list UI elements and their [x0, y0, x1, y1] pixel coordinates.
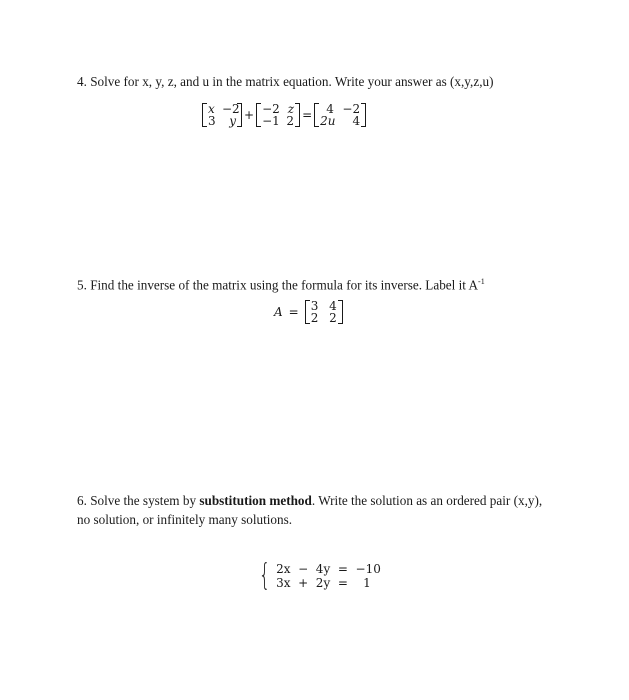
matrix-a5-cell: 2 [310, 311, 319, 325]
matrix-b-cell: z [287, 102, 295, 116]
problem-5-equation [274, 300, 343, 324]
problem-4-equation [202, 103, 366, 127]
equals-sign: = [302, 108, 313, 122]
matrix-a-cell: y [229, 114, 236, 128]
matrix-b-cell: −2 [262, 102, 280, 116]
matrix-c-cell: 2u [320, 114, 336, 128]
problem-5-text [77, 272, 597, 294]
problem-5-main: 5. Find the inverse of the matrix using the formula for its inverse. Label it A [77, 277, 479, 293]
problem-4-text: 4. Solve for x, y, z, and u in the matrix equation. Write your answer as (x,y,z,u) [77, 74, 494, 89]
matrix-a5-cell: 4 [329, 299, 337, 313]
matrix-c-cell: 4 [352, 114, 361, 128]
matrix-a [202, 103, 242, 127]
problem-6-before: 6. Solve the system by [77, 493, 200, 508]
matrix-label: A [274, 305, 283, 319]
problem-6-after: . Write the solution as an ordered pair (x,y), no solution, or infinitely many solutions. [77, 493, 543, 527]
matrix-a5-cell: 2 [329, 311, 337, 325]
matrix-a-cell: x [208, 102, 215, 116]
problem-6-text [77, 491, 547, 529]
left-brace: { [258, 558, 271, 593]
matrix-a5 [305, 300, 343, 324]
problem-6-system [255, 558, 381, 593]
plus-sign: + [244, 108, 255, 122]
equals-sign: = [288, 305, 299, 319]
inverse-superscript: -1 [478, 277, 485, 286]
equation-1: 2x − 4y = −10 [276, 562, 381, 576]
matrix-c-cell: 4 [326, 102, 334, 116]
matrix-b [256, 103, 300, 127]
matrix-b-cell: −1 [262, 114, 280, 128]
matrix-c-cell: −2 [342, 102, 361, 116]
matrix-a-cell: 3 [208, 114, 216, 128]
problem-6-bold: substitution method [199, 493, 312, 508]
matrix-a-cell: −2 [222, 102, 240, 116]
matrix-a5-cell: 3 [310, 299, 319, 313]
matrix-b-cell: 2 [286, 114, 295, 128]
matrix-c [314, 103, 366, 127]
equation-2: 3x + 2y = 1 [276, 576, 371, 590]
